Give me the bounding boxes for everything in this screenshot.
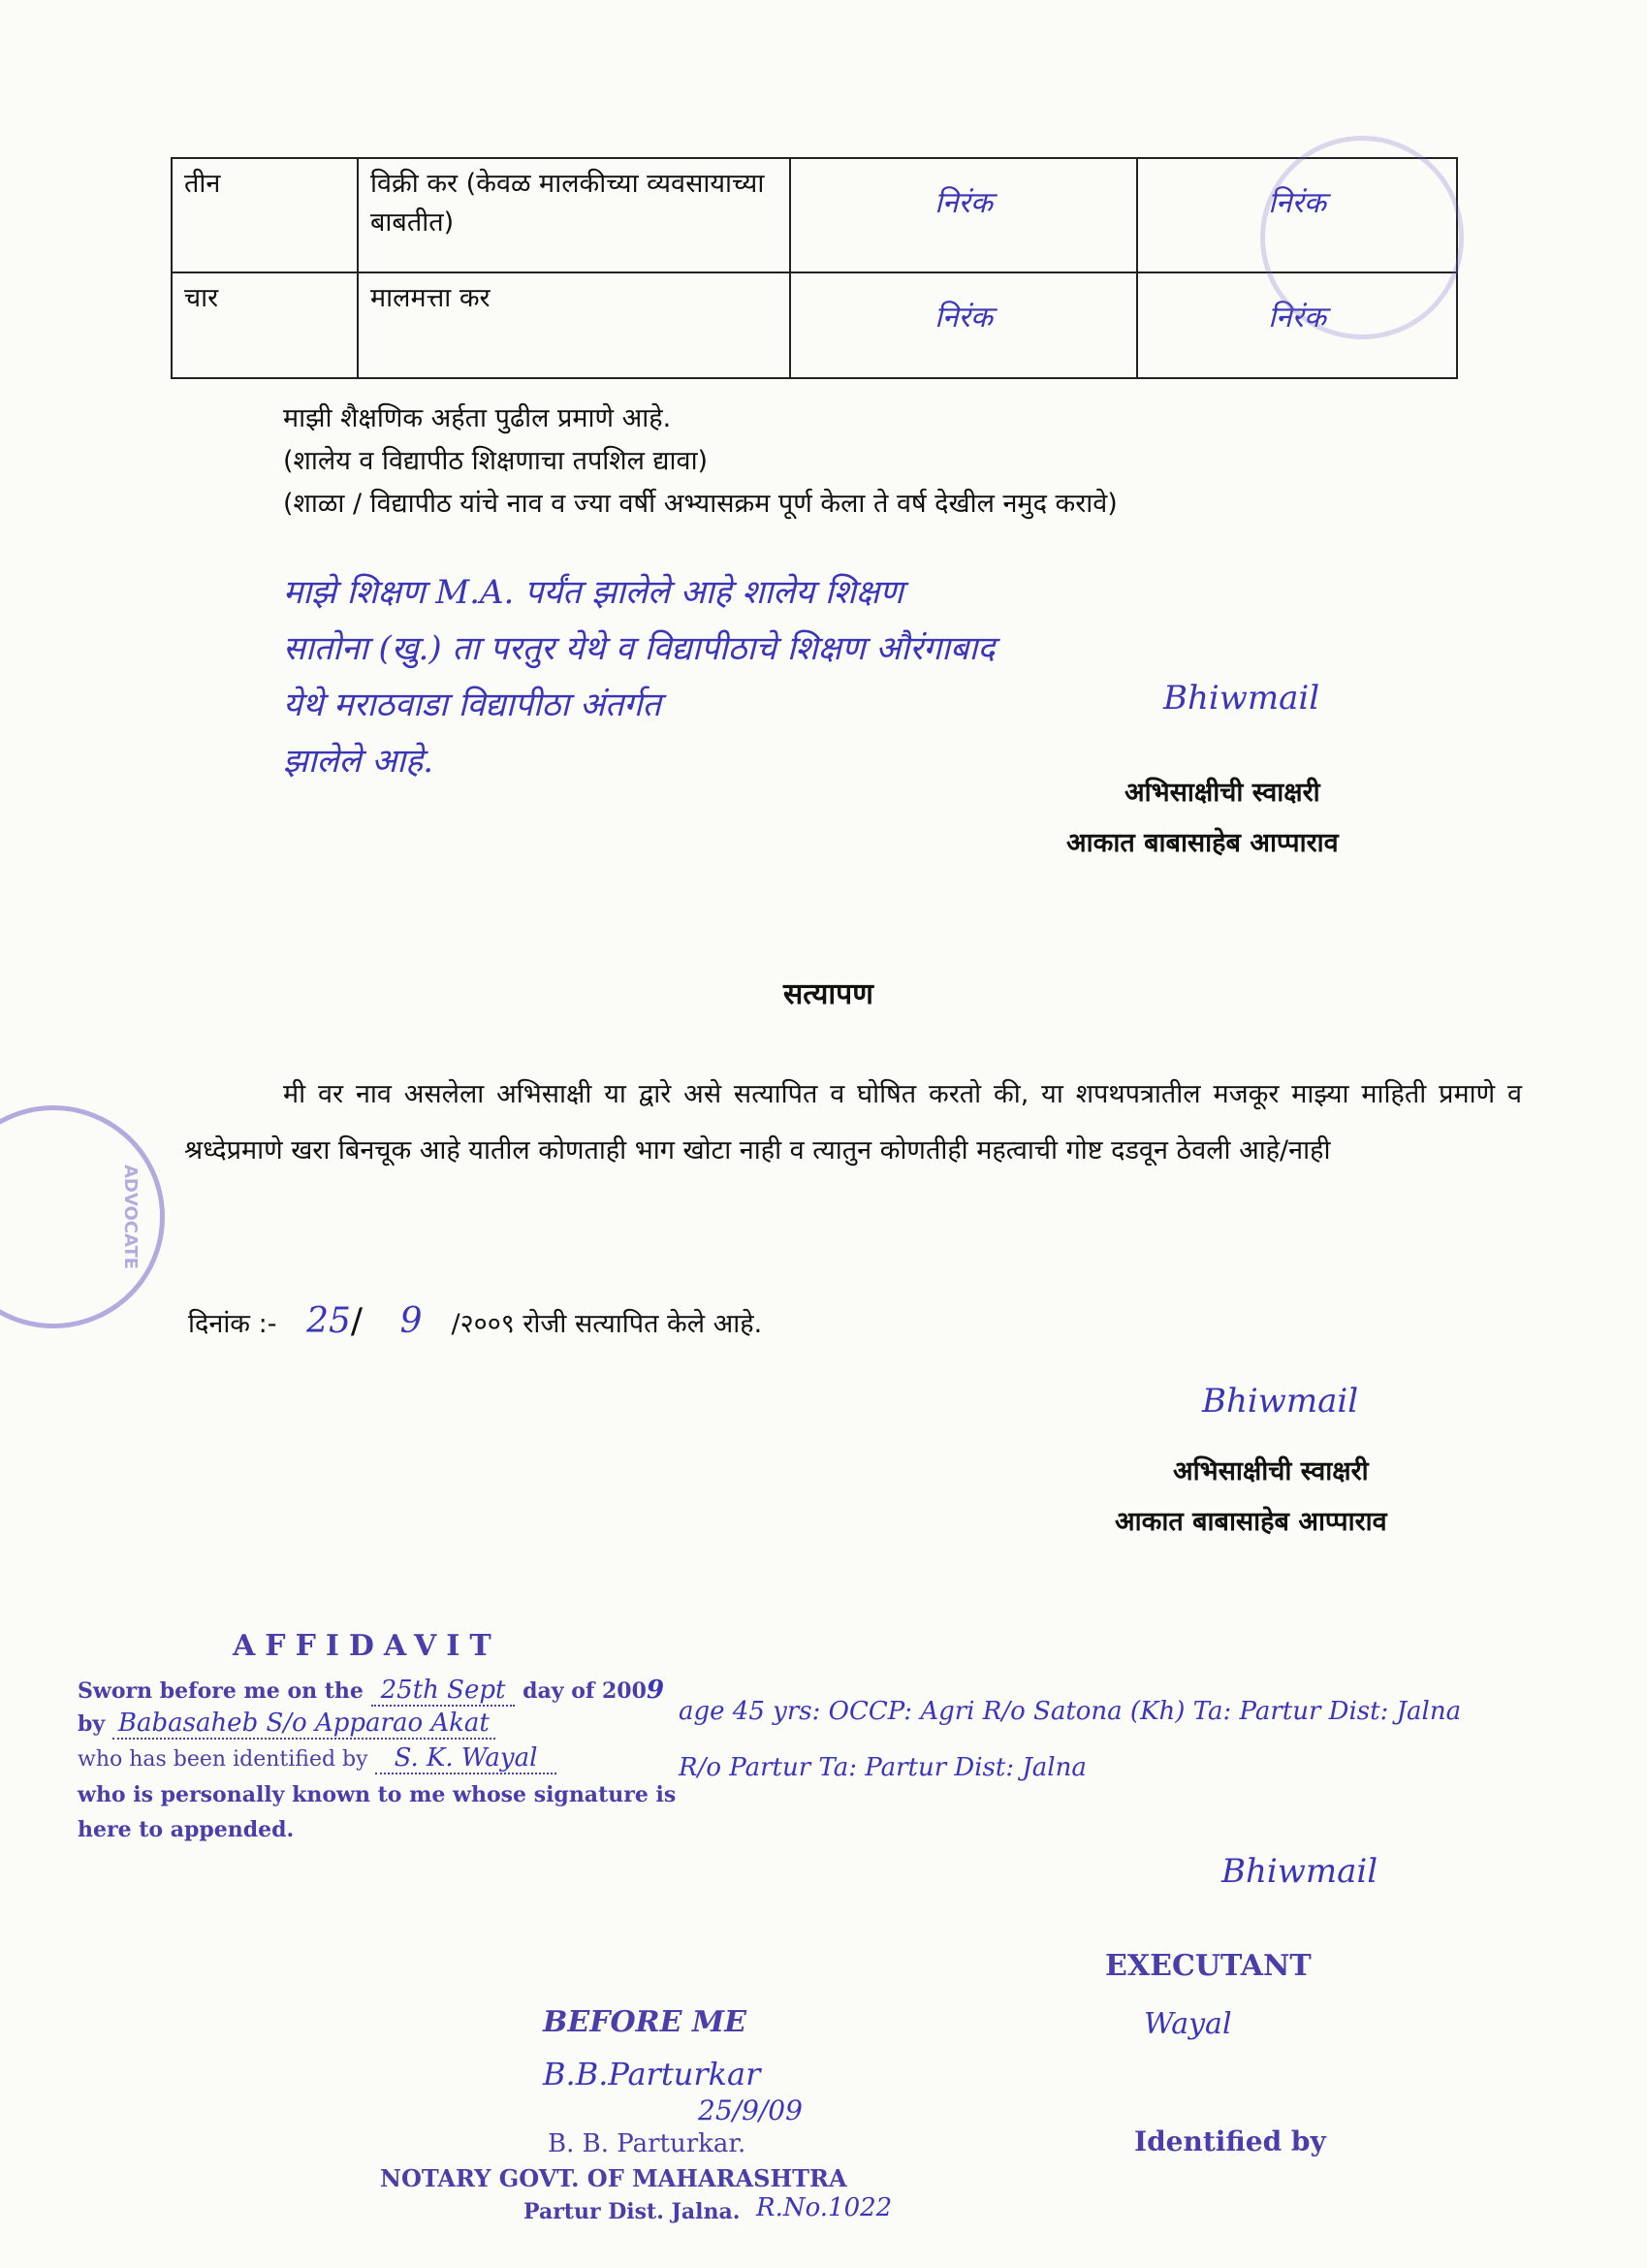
by-details: age 45 yrs: OCCP: Agri R/o Satona (Kh) Ta: Partur Dist: Jalna [679, 1697, 1462, 1726]
education-handwritten [283, 564, 1427, 789]
signature-label-1: अभिसाक्षीची स्वाक्षरी [1124, 778, 1320, 808]
by-line [78, 1709, 495, 1738]
sworn-prefix: Sworn before me on the [78, 1678, 364, 1704]
notary-reg-no: R.No.1022 [756, 2193, 893, 2222]
handwritten-line: येथे मराठवाडा विद्यापीठा अंतर्गत [283, 686, 661, 724]
row-number: तीन [172, 158, 358, 272]
sworn-suffix: day of 200 [523, 1678, 647, 1704]
verification-date: दिनांक :- 25/ 9 /२००९ रोजी सत्यापित केले आहे. [188, 1301, 763, 1341]
known-line: who is personally known to me whose signature is [78, 1782, 677, 1807]
education-line-3: (शाळा / विद्यापीठ यांचे नाव व ज्या वर्षी अभ्यासक्रम पूर्ण केला ते वर्ष देखील नमुद करावे) [283, 489, 1118, 519]
row-value-spouse: निरंक [1137, 158, 1457, 272]
deponent-signature-1: Bhiwmail [1163, 679, 1320, 718]
date-month: 9 [399, 1301, 423, 1341]
sworn-day: 25th Sept [371, 1676, 516, 1707]
executant-signature: Bhiwmail [1221, 1852, 1378, 1891]
by-name: Babasaheb S/o Apparao Akat [112, 1709, 495, 1740]
handwritten-line: माझे शिक्षण M.A. पर्यंत झालेले आहे शालेय शिक्षण [283, 573, 903, 612]
witness-signature: Wayal [1144, 2007, 1232, 2041]
appended-line: here to appended. [78, 1817, 295, 1842]
sworn-line [78, 1676, 664, 1705]
identified-label: who has been identified by [78, 1747, 368, 1772]
notary-location: Partur Dist. Jalna. [523, 2199, 741, 2224]
row-value-spouse: निरंक [1137, 272, 1457, 378]
advocate-stamp: ADVOCATE [0, 1105, 165, 1328]
table-row [172, 272, 1457, 378]
row-description: मालमत्ता कर [358, 272, 790, 378]
notary-signature: B.B.Parturkar [543, 2056, 761, 2092]
executant-label: EXECUTANT [1105, 1949, 1312, 1983]
notary-name: B. B. Parturkar. [548, 2129, 746, 2158]
verification-heading: सत्यापण [783, 977, 873, 1011]
deponent-name-1: आकात बाबासाहेब आप्पाराव [1066, 828, 1339, 858]
row-number: चार [172, 272, 358, 378]
affidavit-title: AFFIDAVIT [233, 1629, 501, 1663]
deponent-name-2: आकात बाबासाहेब आप्पाराव [1115, 1507, 1387, 1537]
row-value-self: निरंक [790, 158, 1137, 272]
verification-paragraph: मी वर नाव असलेला अभिसाक्षी या द्वारे असे सत्यापित व घोषित करतो की, या शपथपत्रातील मजकूर माझ्या माहिती प्रमाणे व श्रध्देप्रमाणे खरा बिनचूक आहे यातील कोणताही भाग खोटा नाही व त्यातुन कोणतीही महत्वाची गोष्ट दडवून ठेवली आहे/नाही [184, 1079, 1522, 1166]
identified-details: R/o Partur Ta: Partur Dist: Jalna [679, 1753, 1087, 1782]
identified-name: S. K. Wayal [375, 1743, 557, 1774]
date-label: दिनांक :- [188, 1309, 277, 1339]
signature-label-2: अभिसाक्षीची स्वाक्षरी [1173, 1456, 1369, 1486]
row-value-self: निरंक [790, 272, 1137, 378]
before-me-label: BEFORE ME [543, 2005, 746, 2039]
identified-by-label: Identified by [1134, 2125, 1326, 2157]
handwritten-line: सातोना (खु.) ता परतुर येथे व विद्यापीठाचे शिक्षण औरंगाबाद [283, 629, 996, 668]
deponent-signature-2: Bhiwmail [1202, 1382, 1359, 1421]
row-description: विक्री कर (केवळ मालकीच्या व्यवसायाच्या बाबतीत) [358, 158, 790, 272]
notary-sig-date: 25/9/09 [698, 2094, 803, 2126]
by-label: by [78, 1711, 106, 1737]
date-day: 25 [306, 1301, 351, 1341]
identified-line [78, 1743, 556, 1773]
education-line-2: (शालेय व विद्यापीठ शिक्षणाचा तपशिल द्यावा) [283, 446, 709, 476]
notary-title: NOTARY GOVT. OF MAHARASHTRA [380, 2164, 847, 2192]
date-suffix: /२००९ रोजी सत्यापित केले आहे. [451, 1309, 763, 1339]
notary-seal-top [1260, 136, 1464, 339]
handwritten-line: झालेले आहे. [283, 742, 434, 781]
education-line-1: माझी शैक्षणिक अर्हता पुढील प्रमाणे आहे. [283, 403, 672, 433]
sworn-year: 9 [646, 1676, 665, 1705]
